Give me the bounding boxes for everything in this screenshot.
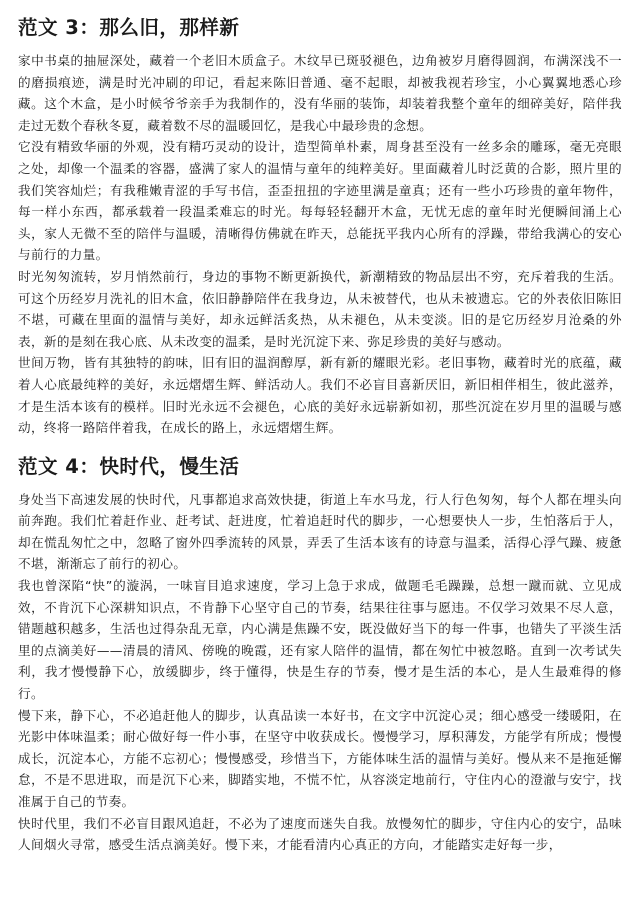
- essay-section-3: [18, 14, 622, 439]
- essay-section-4: [18, 453, 622, 856]
- paragraph: 世间万物，皆有其独特的韵味，旧有旧的温润醇厚，新有新的耀眼光彩。老旧事物，藏着时光的底蕴，藏着人心底最纯粹的美好，永远熠熠生辉、鲜活动人。我们不必盲目喜新厌旧，新旧相伴相生，彼此滋养，才是生活本该有的模样。旧时光永远不会褪色，心底的美好永远崭新如初，那些沉淀在岁月里的温暖与感动，终将一路陪伴着我，在成长的路上，永远熠熠生辉。: [18, 355, 622, 436]
- paragraph: 家中书桌的抽屉深处，藏着一个老旧木质盒子。木纹早已斑驳褪色，边角被岁月磨得圆润，布满深浅不一的磨损痕迹，满是时光冲刷的印记，看起来陈旧普通、毫不起眼，却被我视若珍宝，小心翼翼地悉心珍藏。这个木盒，是小时候爷爷亲手为我制作的，没有华丽的装饰，却装着我整个童年的细碎美好，陪伴我走过无数个春秋冬夏，藏着数不尽的温暖回忆，是我心中最珍贵的念想。: [18, 53, 622, 133]
- paragraph: 它没有精致华丽的外观，没有精巧灵动的设计，造型简单朴素，周身甚至没有一丝多余的雕琢，毫无亮眼之处，却像一个温柔的容器，盛满了家人的温情与童年的纯粹美好。里面藏着儿时泛黄的合影，照片里的我们笑容灿烂；有我稚嫩青涩的手写书信，歪歪扭扭的字迹里满是童真；还有一些小巧珍贵的童年物件，每一样小东西，都承载着一段温柔难忘的时光。每每轻轻翻开木盒，无忧无虑的童年时光便瞬间涌上心头，家人无微不至的陪伴与温暖，清晰得仿佛就在昨天，总能抚平我内心所有的浮躁，带给我满心的安心与前行的力量。: [18, 139, 622, 263]
- paragraph: 慢下来，静下心，不必追赶他人的脚步，认真品读一本好书，在文字中沉淀心灵；细心感受一缕暖阳，在光影中体味温柔；耐心做好每一件小事，在坚守中收获成长。慢慢学习，厚积薄发，方能学有所成；慢慢成长，沉淀本心，方能不忘初心；慢慢感受，珍惜当下，方能体味生活的温情与美好。慢从来不是拖延懈怠，不是不思进取，而是沉下心来，脚踏实地，不慌不忙，从容淡定地前行，守住内心的澄澈与安宁，找准属于自己的节奏。: [18, 707, 622, 809]
- paragraph: 我也曾深陷“快”的漩涡，一味盲目追求速度，学习上急于求成，做题毛毛躁躁，总想一蹴而就、立见成效，不肯沉下心深耕知识点，不肯静下心坚守自己的节奏，结果往往事与愿违。不仅学习效果不尽人意，错题越积越多，生活也过得杂乱无章，内心满是焦躁不安，既没做好当下的每一件事，也错失了平淡生活里的点滴美好——清晨的清风、傍晚的晚霞，还有家人陪伴的温情，都在匆忙中被忽略。直到一次考试失利，我才慢慢静下心，放缓脚步，终于懂得，快是生存的节奏，慢才是生活的本心，是人生最难得的修行。: [18, 578, 622, 702]
- paragraph: 时光匆匆流转，岁月悄然前行，身边的事物不断更新换代，新潮精致的物品层出不穷，充斥着我的生活。可这个历经岁月洗礼的旧木盒，依旧静静陪伴在我身边，从未被替代，也从未被遗忘。它的外表依旧陈旧不堪，可藏在里面的温情与美好，却永远鲜活炙热，从未褪色，从未变淡。旧的是它历经岁月沧桑的外表，新的是刻在我心底、从未改变的温柔，是时光沉淀下来、弥足珍贵的美好与感动。: [18, 268, 622, 349]
- section-title: 范文 3：那么旧，那样新: [18, 16, 240, 39]
- section-title: 范文 4：快时代，慢生活: [18, 454, 240, 478]
- paragraph: 快时代里，我们不必盲目跟风追赶，不必为了速度而迷失自我。放慢匆忙的脚步，守住内心的安宁，品味人间烟火寻常，感受生活点滴美好。慢下来，才能看清内心真正的方向，才能踏实走好每一步，: [18, 815, 622, 853]
- paragraph: 身处当下高速发展的快时代，凡事都追求高效快捷，街道上车水马龙，行人行色匆匆，每个人都在埋头向前奔跑。我们忙着赶作业、赶考试、赶进度，忙着追赶时代的脚步，一心想要快人一步，生怕落后于人，却在慌乱匆忙之中，忽略了窗外四季流转的风景，弄丢了生活本该有的诗意与温柔，活得心浮气躁、疲惫不堪，渐渐忘了前行的初心。: [18, 491, 622, 572]
